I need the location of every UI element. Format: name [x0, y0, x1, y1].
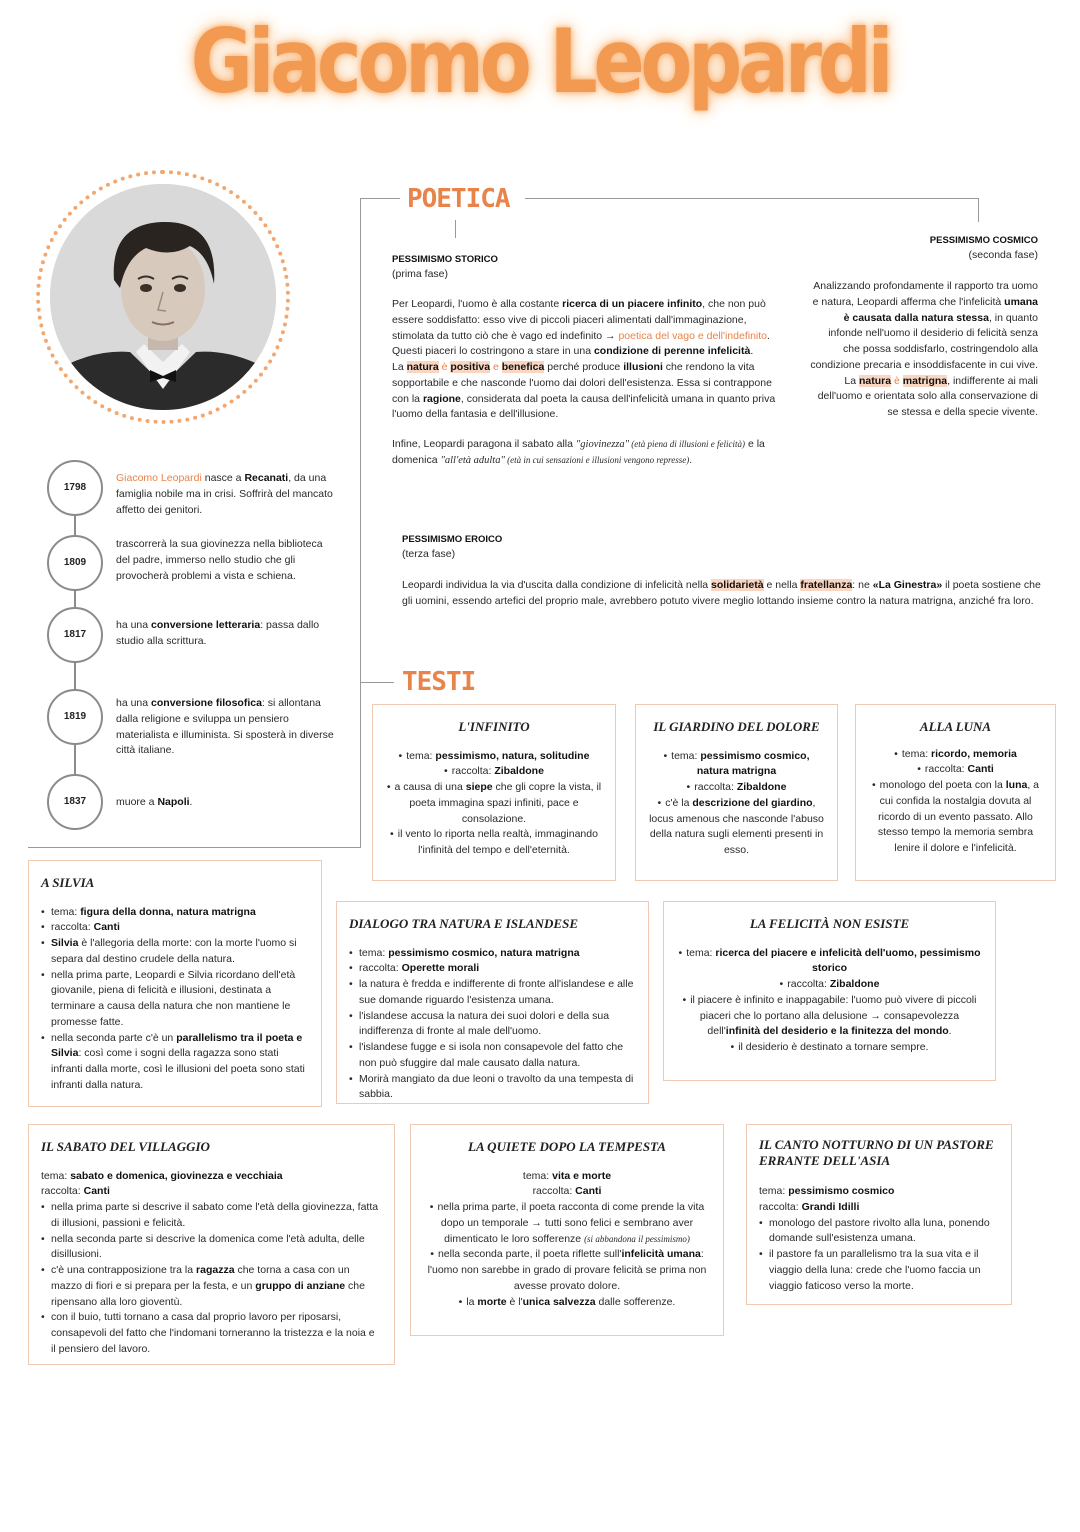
poetica-title: POETICA: [407, 184, 510, 214]
storico-paragraph-1: Per Leopardi, l'uomo è alla costante ricerca di un piacere infinito, che non può essere soddisfatto: esso vive di piccoli piaceri alimentati dall'immaginazione, stimolata da tutto ciò che è vago ed indefinito → poetica del vago e dell'indefinito. Questi piaceri lo costringono a stare in una condizione di perenne infelicità.: [392, 298, 770, 358]
list-item: • nella prima parte, Leopardi e Silvia ricordano dell'età giovanile, piena di felicità e illusioni, destinata a terminare a causa della natura che non mantiene le promesse fatte.: [41, 968, 309, 1031]
portrait-image: [50, 184, 276, 410]
list-item: • tema: ricordo, memoria: [868, 747, 1043, 763]
card-giardino-list: [648, 749, 825, 859]
list-item: • nella prima parte si descrive il sabato come l'età della giovinezza, fatta di illusioni, passioni e felicità.: [41, 1200, 382, 1232]
storico-paragraph-2: La natura è positiva e benefica perché produce illusioni che rendono la vita sopportabile e che nasconde l'uomo dai dolori dell'esistenza. Essa si contrappone con la ragione, considerata dal poeta la causa dell'infelicità umana in quanto priva l'uomo della fantasia e dell'illusione.: [392, 361, 776, 421]
timeline-year-1837: 1837: [47, 774, 103, 830]
card-sabato-raccolta: raccolta: Canti: [41, 1185, 110, 1198]
timeline-year-1817: 1817: [47, 607, 103, 663]
list-item: • tema: pessimismo cosmico, natura matrigna: [349, 946, 636, 962]
timeline-text-1817: ha una conversione letteraria: passa dallo studio alla scrittura.: [116, 619, 320, 647]
timeline-year-1809: 1809: [47, 535, 103, 591]
list-item: • raccolta: Zibaldone: [385, 764, 603, 780]
card-quiete-title: LA QUIETE DOPO LA TEMPESTA: [468, 1139, 666, 1154]
poetica-bracket-vertical: [360, 198, 361, 848]
card-sabato: [28, 1124, 395, 1365]
card-quiete: [410, 1124, 724, 1336]
list-item: • monologo del pastore rivolto alla luna, ponendo domande sull'esistenza umana.: [759, 1216, 999, 1248]
card-felicita-list: [676, 946, 983, 1056]
card-silvia-title: A SILVIA: [41, 875, 95, 890]
cosmico-paragraph: Analizzando profondamente il rapporto tra uomo e natura, Leopardi afferma che l'infelicità umana è causata dalla natura stessa, in quanto infonde nell'uomo il desiderio di felicità senza che possa soddisfarlo, costringendolo alla condizione precaria e insoddisfacente in cui vive. La natura è matrigna, indifferente ai mali dell'uomo e orientata solo alla conservazione di se stessa e della specie vivente.: [810, 280, 1038, 418]
pessimismo-cosmico: [810, 234, 1038, 421]
list-item: • il vento lo riporta nella realtà, immaginando l'infinità del tempo e dell'eternità.: [385, 827, 603, 859]
portrait: [50, 184, 276, 410]
pessimismo-storico: [392, 253, 782, 469]
eroico-phase: (terza fase): [402, 548, 456, 561]
timeline-year-1819: 1819: [47, 689, 103, 745]
list-item: • il desiderio è destinato a tornare sempre.: [676, 1040, 983, 1056]
list-item: • c'è una contrapposizione tra la ragazza che torna a casa con un mazzo di fiori e si prepara per la festa, e un gruppo di anziane che ripensano alla loro gioventù.: [41, 1263, 382, 1310]
poetica-bracket-bottom: [28, 847, 361, 848]
list-item: • con il buio, tutti tornano a casa dal proprio lavoro per riposarsi, consapevoli del fatto che l'indomani torneranno la tristezza e la noia e il pensiero del lavoro.: [41, 1310, 382, 1357]
eroico-paragraph: Leopardi individua la via d'uscita dalla condizione di infelicità nella solidarietà e nella fratellanza: ne «La Ginestra» il poeta sostiene che gli uomini, essendo artefici del proprio male, avrebbero potuto vivere meglio lottando insieme contro la natura matrigna, anziché fra loro.: [402, 579, 1041, 607]
list-item: • nella prima parte, il poeta racconta di come prende la vita dopo un temporale → tutti sono felici e sembrano aver dimenticato le loro sofferenze (si abbandona il pessimismo): [423, 1200, 711, 1247]
card-dialogo-list: [349, 946, 636, 1104]
timeline-year-1798: 1798: [47, 460, 103, 516]
list-item: • nella seconda parte, il poeta riflette sull'infelicità umana: l'uomo non sarebbe in grado di provare felicità se prima non avesse provato dolore.: [423, 1247, 711, 1294]
card-sabato-title: IL SABATO DEL VILLAGGIO: [41, 1139, 210, 1154]
card-canto-raccolta: raccolta: Grandi Idilli: [759, 1200, 860, 1213]
card-dialogo: [336, 901, 649, 1104]
card-luna-title: ALLA LUNA: [919, 719, 992, 734]
card-canto-tema: tema: pessimismo cosmico: [759, 1185, 895, 1198]
page-title: Giacomo Leopardi: [190, 10, 890, 113]
card-canto-title: IL CANTO NOTTURNO DI UN PASTORE ERRANTE DELL'ASIA: [759, 1137, 994, 1168]
card-sabato-tema: tema: sabato e domenica, giovinezza e vecchiaia: [41, 1169, 283, 1182]
list-item: • il piacere è infinito e inappagabile: l'uomo può vivere di piccoli piaceri che lo portano alla delusione → consapevolezza dell'infinità del desiderio e la finitezza del mondo.: [676, 993, 983, 1040]
card-sabato-list: [41, 1200, 382, 1358]
testi-line-left: [360, 682, 394, 683]
list-item: • raccolta: Zibaldone: [648, 780, 825, 796]
cosmico-label: PESSIMISMO COSMICO: [929, 235, 1038, 246]
list-item: • nella seconda parte si descrive la domenica come l'età adulta, delle disillusioni.: [41, 1232, 382, 1264]
timeline-text-1809: trascorrerà la sua giovinezza nella biblioteca del padre, immerso nello studio che gli provocherà problemi a vista e schiena.: [116, 538, 323, 582]
card-quiete-tema: tema: vita e morte: [522, 1169, 612, 1182]
list-item: • tema: pessimismo cosmico, natura matrigna: [648, 749, 825, 781]
timeline-text-1837: muore a Napoli.: [116, 796, 193, 808]
eroico-label: PESSIMISMO EROICO: [402, 534, 503, 545]
list-item: • monologo del poeta con la luna, a cui confida la nostalgia dovuta al ricordo di un evento passato. Allo stesso tempo la memoria sembra lenire il dolore e l'infelicità.: [868, 778, 1043, 857]
pessimismo-eroico: [402, 533, 1047, 610]
poetica-line-right-drop: [978, 198, 979, 222]
list-item: • raccolta: Canti: [868, 762, 1043, 778]
cosmico-phase: (seconda fase): [968, 249, 1038, 262]
card-infinito: [372, 704, 616, 881]
list-item: • c'è la descrizione del giardino, locus amenous che nasconde l'abuso della natura sugli elementi presenti in esso.: [648, 796, 825, 859]
card-silvia-list: [41, 905, 309, 1094]
poetica-line-left: [360, 198, 400, 199]
card-canto-list: [759, 1216, 999, 1295]
card-quiete-raccolta: raccolta: Canti: [532, 1185, 602, 1198]
card-dialogo-title: DIALOGO TRA NATURA E ISLANDESE: [349, 916, 579, 931]
card-infinito-title: L'INFINITO: [458, 719, 530, 734]
card-canto: [746, 1124, 1012, 1305]
list-item: • il pastore fa un parallelismo tra la sua vita e il viaggio della luna: crede che l'uomo faccia un viaggio faticoso verso la morte.: [759, 1247, 999, 1294]
card-felicita: [663, 901, 996, 1081]
card-giardino: [635, 704, 838, 881]
poetica-line-right: [525, 198, 979, 199]
list-item: • tema: pessimismo, natura, solitudine: [385, 749, 603, 765]
storico-phase: (prima fase): [392, 268, 449, 281]
list-item: • raccolta: Canti: [41, 920, 309, 936]
card-luna-list: [868, 747, 1043, 857]
card-giardino-title: IL GIARDINO DEL DOLORE: [653, 719, 820, 734]
card-felicita-title: LA FELICITÀ NON ESISTE: [749, 916, 910, 931]
list-item: • raccolta: Operette morali: [349, 961, 636, 977]
list-item: • raccolta: Zibaldone: [676, 977, 983, 993]
storico-paragraph-3: Infine, Leopardi paragona il sabato alla "giovinezza" (età piena di illusioni e felicità) e la domenica "all'età adulta" (età in cui sensazioni e illusioni vengono represse).: [392, 438, 765, 466]
list-item: • tema: ricerca del piacere e infelicità dell'uomo, pessimismo storico: [676, 946, 983, 978]
card-quiete-list: [423, 1200, 711, 1310]
card-silvia: [28, 860, 322, 1107]
list-item: • a causa di una siepe che gli copre la vista, il poeta immagina spazi infiniti, pace e consolazione.: [385, 780, 603, 827]
list-item: • la natura è fredda e indifferente di fronte all'islandese e alle sue domande riguardo l'esistenza umana.: [349, 977, 636, 1009]
timeline-text-1819: ha una conversione filosofica: si allontana dalla religione e sviluppa un pensiero materialista e illuminista. Si sposterà in diverse città italiane.: [116, 697, 334, 757]
testi-title: TESTI: [402, 667, 476, 697]
storico-label: PESSIMISMO STORICO: [392, 254, 498, 265]
timeline-text-1798: Giacomo Leopardi nasce a Recanati, da una famiglia nobile ma in crisi. Soffrirà del mancato affetto dei genitori.: [116, 472, 333, 516]
poetica-line-center-drop: [455, 220, 456, 238]
card-luna: [855, 704, 1056, 881]
card-infinito-list: [385, 749, 603, 859]
list-item: • tema: figura della donna, natura matrigna: [41, 905, 309, 921]
list-item: • la morte è l'unica salvezza dalle sofferenze.: [423, 1295, 711, 1311]
list-item: • Silvia è l'allegoria della morte: con la morte l'uomo si separa dal destino crudele della natura.: [41, 936, 309, 968]
list-item: • nella seconda parte c'è un parallelismo tra il poeta e Silvia: così come i sogni della ragazza sono stati infranti dalla morte, così le illusioni del poeta sono stati infranti dalla natura.: [41, 1031, 309, 1094]
list-item: • l'islandese accusa la natura dei suoi dolori e della sua indifferenza di fronte al male dell'uomo.: [349, 1009, 636, 1041]
list-item: • Morirà mangiato da due leoni o travolto da una tempesta di sabbia.: [349, 1072, 636, 1104]
list-item: • l'islandese fugge e si isola non consapevole del fatto che non può sfuggire dal male causato dalla natura.: [349, 1040, 636, 1072]
